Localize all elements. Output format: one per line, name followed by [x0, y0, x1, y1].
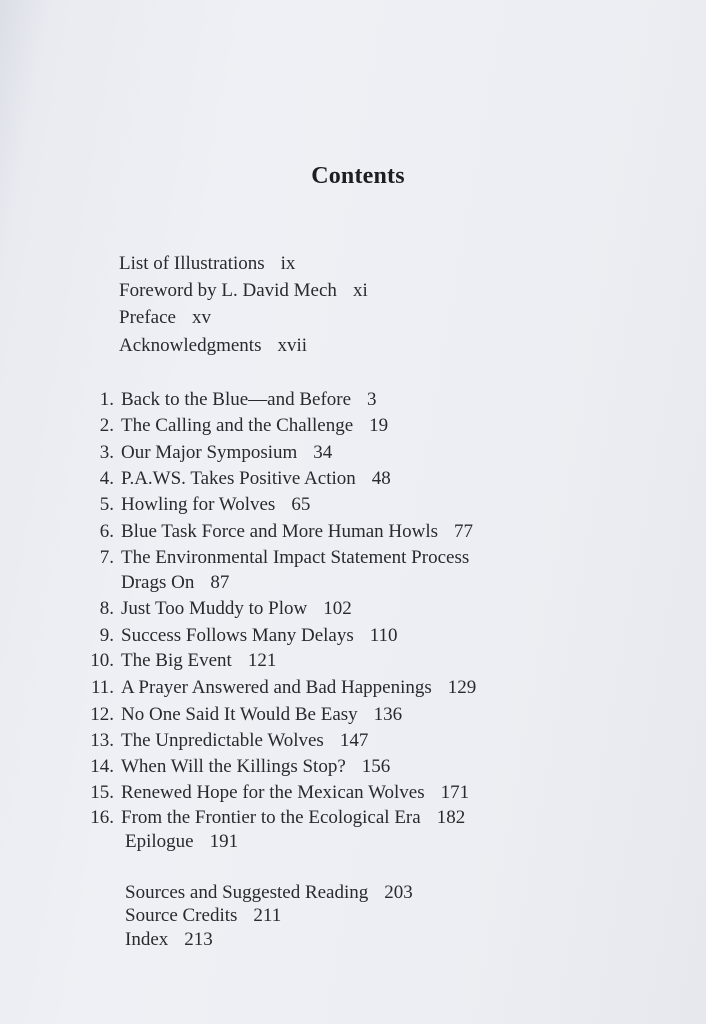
toc-entry-title: Howling for Wolves	[121, 494, 276, 515]
toc-entry-chapter	[121, 782, 469, 804]
toc-entry-page: 211	[253, 905, 282, 926]
toc-entry-chapter	[121, 494, 310, 516]
chapter-number: 2.	[99, 415, 114, 436]
toc-entry-page: 102	[323, 598, 352, 619]
toc-entry-title: Our Major Symposium	[121, 442, 298, 463]
toc-entry-back-matter	[125, 905, 281, 927]
chapter-number: 11.	[90, 677, 114, 698]
toc-entry-page: 3	[367, 389, 377, 410]
toc-entry-title: Just Too Muddy to Plow	[121, 598, 308, 619]
toc-entry-front-matter	[119, 307, 211, 329]
toc-entry-page: 87	[210, 572, 230, 593]
toc-entry-page: 77	[454, 521, 474, 542]
toc-entry-title: Blue Task Force and More Human Howls	[121, 521, 439, 542]
toc-entry-back-matter	[125, 882, 413, 904]
toc-entry-title: The Environmental Impact Statement Process	[121, 547, 470, 568]
toc-entry-back-matter	[125, 929, 213, 951]
toc-entry-title: The Unpredictable Wolves	[121, 730, 324, 751]
toc-entry-chapter	[121, 756, 390, 778]
toc-entry-chapter	[121, 677, 476, 699]
toc-entry-title: Success Follows Many Delays	[121, 625, 354, 646]
toc-entry-chapter	[121, 807, 465, 829]
chapter-number: 12.	[90, 704, 114, 725]
toc-entry-title: Sources and Suggested Reading	[125, 882, 369, 903]
chapter-number: 15.	[90, 782, 114, 803]
toc-entry-page: 48	[371, 468, 391, 489]
toc-entry-page: 191	[209, 831, 239, 852]
chapter-number: 10.	[90, 650, 114, 671]
toc-entry-chapter	[121, 598, 352, 620]
toc-entry-chapter	[121, 389, 377, 411]
toc-entry-title: The Calling and the Challenge	[121, 415, 354, 436]
toc-entry-title: Renewed Hope for the Mexican Wolves	[121, 782, 425, 803]
toc-entry-page: ix	[280, 253, 296, 274]
toc-entry-chapter	[121, 730, 368, 752]
toc-entry-title: The Big Event	[121, 650, 232, 671]
toc-entry-title: From the Frontier to the Ecological Era	[121, 807, 421, 828]
toc-entry-title: Source Credits	[125, 905, 238, 926]
chapter-number: 9.	[99, 625, 114, 646]
toc-entry-chapter	[121, 704, 402, 726]
toc-entry-title: P.A.WS. Takes Positive Action	[121, 468, 356, 489]
chapter-number: 8.	[99, 598, 114, 619]
toc-entry-title: Index	[125, 929, 169, 950]
toc-entry-title: When Will the Killings Stop?	[121, 756, 346, 777]
toc-entry-page: 129	[447, 677, 477, 698]
chapter-number: 4.	[99, 468, 114, 489]
toc-entry-page: 147	[339, 730, 369, 751]
toc-entry-page: 182	[436, 807, 466, 828]
chapter-number: 5.	[99, 494, 114, 515]
toc-entry-page: 65	[291, 494, 311, 515]
toc-entry-page: xvii	[277, 335, 308, 356]
toc-entry-chapter	[121, 442, 332, 464]
toc-entry-title: Epilogue	[125, 831, 194, 852]
toc-entry-page: xi	[352, 280, 368, 301]
chapter-number: 16.	[90, 807, 114, 828]
toc-entry-page: 203	[384, 882, 413, 903]
toc-entry-page: 34	[313, 442, 333, 463]
toc-entry-page: 110	[369, 625, 398, 646]
chapter-number: 1.	[99, 389, 114, 410]
toc-entry-chapter	[121, 415, 388, 437]
toc-entry-epilogue	[125, 831, 238, 853]
chapter-number: 6.	[99, 521, 114, 542]
toc-entry-page: 213	[184, 929, 213, 950]
toc-entry-front-matter	[119, 253, 295, 275]
toc-entry-title: A Prayer Answered and Bad Happenings	[121, 677, 432, 698]
toc-entry-title: Back to the Blue—and Before	[121, 389, 352, 410]
toc-entry-title: Acknowledgments	[119, 335, 262, 356]
toc-entry-chapter	[121, 625, 398, 647]
toc-entry-chapter	[121, 468, 391, 490]
chapter-number: 3.	[99, 442, 114, 463]
toc-entry-chapter	[121, 547, 469, 569]
chapter-number: 14.	[90, 756, 114, 777]
toc-entry-page: 136	[373, 704, 403, 725]
toc-entry-title: List of Illustrations	[119, 253, 265, 274]
toc-entry-chapter-continued	[121, 572, 229, 594]
toc-entry-front-matter	[119, 335, 307, 357]
toc-entry-page: 121	[247, 650, 277, 671]
chapter-number: 13.	[90, 730, 114, 751]
toc-entry-page: xv	[191, 307, 211, 328]
chapter-number: 7.	[99, 547, 114, 568]
toc-entry-title: Foreword by L. David Mech	[119, 280, 337, 301]
toc-entry-page: 19	[369, 415, 389, 436]
toc-entry-title: Preface	[119, 307, 176, 328]
toc-entry-title: Drags On	[121, 572, 195, 593]
toc-entry-chapter	[121, 521, 473, 543]
toc-entry-page: 156	[361, 756, 391, 777]
toc-entry-chapter	[121, 650, 276, 672]
page-title: Contents	[311, 163, 405, 189]
toc-entry-page: 171	[440, 782, 470, 803]
toc-entry-front-matter	[119, 280, 368, 302]
toc-entry-title: No One Said It Would Be Easy	[121, 704, 358, 725]
